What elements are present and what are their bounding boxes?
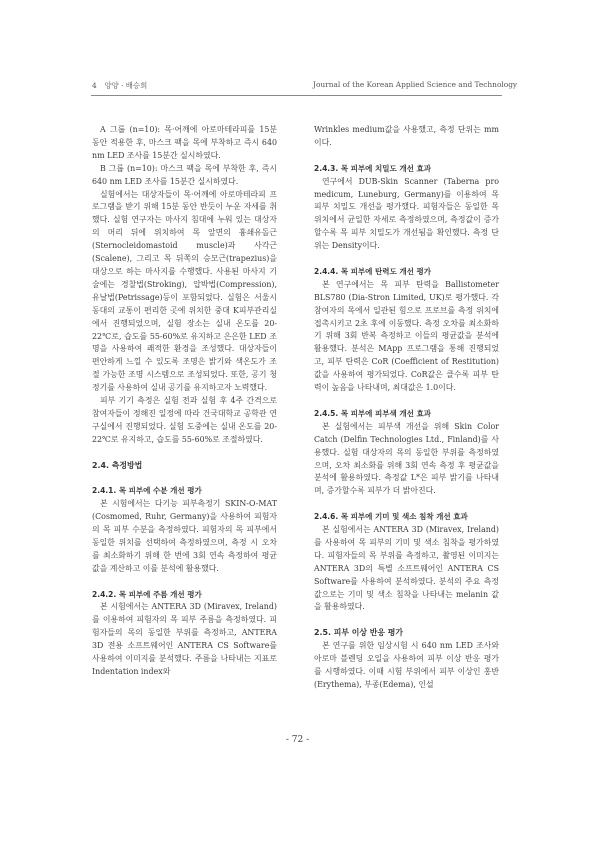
elasticity-method-paragraph: 본 연구에서는 목 피부 탄력을 Ballistometer BLS780 (Dia-Stron Limited, UK)로 평가했다. 각 참여자의 목에서 일관된 힘으로 프로브를 측정 위치에 접촉시키고 2초 후에 이동했다. 측정 오차를 최소화하기 위해 3회 반복 측정하고 이들의 평균값을 분석에 활용했다. 분석은 MApp 프로그램을 통해 진행되었고, 피부 탄력은 CoR (Coefficient of Restitution) 값을 사용하여 평가되었다. CoR값은 클수록 피부 탄력이 높음을 나타내며, 최대값은 1.0이다. [314, 279, 499, 393]
massage-procedure-paragraph: 실험에서는 대상자들이 목·어깨에 아로마테라피 프로그램을 받기 위해 15분 동안 반듯이 누운 자세를 취했다. 실험 연구자는 마사지 침대에 누워 있는 대상자의 머리 뒤에 위치하여 목 앞면의 흉쇄유돌근(Sternocleidomastoid muscle)과 사각근(Scalene), 그리고 목 뒤쪽의 승모근(trapezius)을 대상으로 하는 마사지를 수행했다. 사용된 마사지 기술에는 경찰법(Stroking), 압박법(Compression), 유날법(Petrissage)등이 포함되었다. 실험은 서울시 동대의 교통이 편리한 곳에 위치한 중대 K피부관리실에서 진행되었으며, 실험 장소는 실내 온도를 20-22℃로, 습도를 55-60%로 유지하고 은은한 LED 조명을 사용하여 쾌적한 환경을 조성했다. 대상자들이 편안하게 느낄 수 있도록 조명은 밝기와 색온도가 조절 가능한 조명 시스템으로 조성되었다. 또한, 공기 청정기를 사용하여 실내 공기를 유지하고자 노력했다. [92, 189, 277, 393]
density-method-paragraph: 연구에서 DUB-Skin Scanner (Taberna pro medicum, Luneburg, Germany)를 이용하여 목 피부 치밀도 개선을 평가했다. 피험자들은 동일한 목 위치에서 균일한 자세로 측정하였으며, 측정값이 증가할수록 목 피부 치밀도가 개선됨을 확인했다. 측정 단위는 Density이다. [314, 176, 499, 251]
subsection-heading-2-4-5: 2.4.5. 목 피부에 피부색 개선 효과 [314, 408, 431, 418]
adverse-reaction-paragraph: 본 연구를 위한 임상시험 시 640 nm LED 조사와 아로마 블렌딩 오일을 사용하여 피부 이상 반응 평가를 시행하였다. 이때 시험 부위에서 피부 이상인 홍반(Erythema), 부종(Edema), 인설 [314, 641, 499, 689]
left-column [92, 124, 277, 679]
page-number: - 72 - [285, 735, 310, 745]
skin-color-method-paragraph: 본 실험에서는 피부색 개선을 위해 Skin Color Catch (Delfin Technologies Ltd., Finland)를 사용했다. 실험 대상자의 목의 동일한 부위를 측정하였으며, 오차 최소화를 위해 3회 연속 측정 후 평균값을 분석에 활용하였다. 측정값 L*은 피부 밝기를 나타내며, 증가할수록 피부가 더 밝아진다. [314, 421, 499, 496]
subsection-heading-2-4-2: 2.4.2. 목 피부에 주름 개선 평가 [92, 589, 202, 599]
melanin-method-paragraph: 본 실험에서는 ANTERA 3D (Miravex, Ireland)를 사용하여 목 피부의 기미 및 색소 침착을 평가하였다. 피험자들의 목 부위를 측정하고, 촬영된 이미지는 ANTERA 3D의 특별 소프트웨어인 ANTERA CS Software를 사용하여 분석하였다. 분석의 주요 측정값으로는 기미 및 색소 침착을 나타내는 melanin 값을 활용하였다. [314, 525, 499, 612]
section-heading-2-4: 2.4. 측정방법 [92, 460, 143, 470]
subsection-heading-2-4-1: 2.4.1. 목 피부에 수분 개선 평가 [92, 486, 202, 496]
measurement-schedule-paragraph: 피부 기기 측정은 실험 전과 실험 후 4주 간격으로 참여자들이 정해진 일정에 따라 건국대학교 공학관 연구실에서 진행되었다. 실험 도중에는 실내 온도를 20-22℃로 유지하고, 습도를 55-60%로 조절하였다. [92, 396, 277, 444]
group-a-paragraph: A 그룹 (n=10): 목·어깨에 아로마테라피를 15분 동안 적용한 후, 마스크 팩을 목에 부착하고 즉시 640 nm LED 조사를 15분간 실시하였다. [92, 125, 277, 160]
group-b-paragraph: B 그룹 (n=10): 마스크 팩을 목에 부착한 후, 즉시 640 nm LED 조사를 15분간 실시하였다. [92, 163, 277, 186]
subsection-heading-2-4-4: 2.4.4. 목 피부에 탄력도 개선 평가 [314, 266, 431, 276]
running-header-journal: Journal of the Korean Applied Science and Technology [313, 80, 518, 89]
moisture-method-paragraph: 본 시험에서는 다기능 피부측정기 SKIN-O-MAT (Cosmomed, Ruhr, Germany)을 사용하여 피험자의 목 피부 수분을 측정하였다. 피험자의 목 피부에서 동일한 위치를 선택하여 측정하였으며, 측정 시 오차를 최소화하기 위해 한 번에 3회 연속 측정하여 평균값을 계산하고 이를 분석에 활용했다. [92, 499, 277, 573]
header-rule [91, 95, 502, 96]
wrinkle-method-paragraph: 본 시험에서는 ANTERA 3D (Miravex, Ireland)를 이용하여 피험자의 목 피부 주름을 측정하였다. 피험자들의 목의 동일한 부위를 측정하고, ANTERA 3D 전용 소프트웨어인 ANTERA CS Software를 사용하여 이미지를 분석했다. 주름을 나타내는 지표로 Indentation index와 [92, 602, 277, 677]
subsection-heading-2-4-6: 2.4.6. 목 피부에 기미 및 색소 침착 개선 효과 [314, 512, 468, 522]
right-column [314, 124, 499, 692]
section-heading-2-5: 2.5. 피부 이상 반응 평가 [314, 628, 403, 638]
wrinkle-units-paragraph: Wrinkles medium값을 사용했고, 측정 단위는 mm이다. [314, 125, 499, 147]
running-header-left: 4 ⠀양양 · 배승희 [92, 81, 148, 90]
subsection-heading-2-4-3: 2.4.3. 목 피부에 치밀도 개선 효과 [314, 163, 431, 173]
